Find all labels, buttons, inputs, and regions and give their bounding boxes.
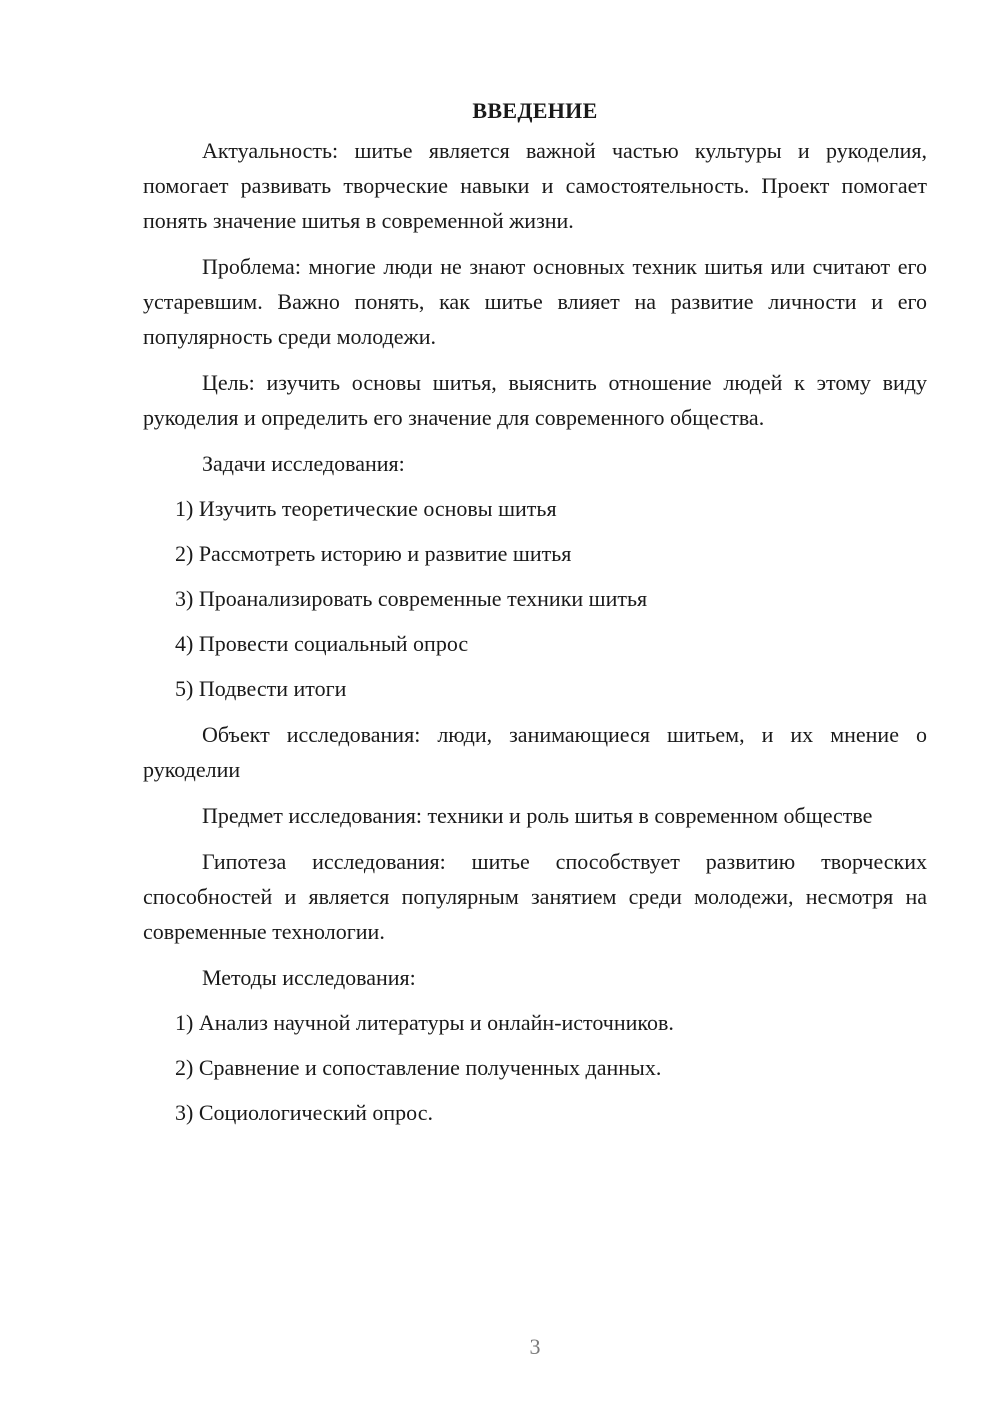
hypothesis-paragraph: Гипотеза исследования: шитье способствует развитию творческих способностей и является популярным занятием среди молодежи, несмотря на современные технологии. bbox=[143, 849, 927, 944]
method-item: 2) Сравнение и сопоставление полученных данных. bbox=[175, 1055, 662, 1080]
task-item: 3) Проанализировать современные техники шитья bbox=[175, 586, 648, 611]
method-item: 1) Анализ научной литературы и онлайн-источников. bbox=[175, 1010, 674, 1035]
method-item: 3) Социологический опрос. bbox=[175, 1100, 433, 1125]
page-number: 3 bbox=[529, 1334, 541, 1359]
problem-paragraph: Проблема: многие люди не знают основных техник шитья или считают его устаревшим. Важно понять, как шитье влияет на развитие личности и его популярность среди молодежи. bbox=[143, 254, 927, 349]
relevance-paragraph: Актуальность: шитье является важной частью культуры и рукоделия, помогает развивать творческие навыки и самостоятельность. Проект помогает понять значение шитья в современной жизни. bbox=[143, 138, 927, 233]
tasks-title: Задачи исследования: bbox=[202, 451, 405, 476]
methods-list bbox=[143, 1005, 927, 1130]
object-paragraph: Объект исследования: люди, занимающиеся шитьем, и их мнение о рукоделии bbox=[143, 722, 927, 782]
task-item: 2) Рассмотреть историю и развитие шитья bbox=[175, 541, 572, 566]
tasks-list bbox=[143, 491, 927, 706]
subject-paragraph: Предмет исследования: техники и роль шитья в современном обществе bbox=[202, 803, 873, 828]
task-item: 5) Подвести итоги bbox=[175, 676, 347, 701]
section-heading: ВВЕДЕНИЕ bbox=[472, 98, 598, 123]
task-item: 1) Изучить теоретические основы шитья bbox=[175, 496, 557, 521]
methods-title: Методы исследования: bbox=[202, 965, 416, 990]
goal-paragraph: Цель: изучить основы шитья, выяснить отношение людей к этому виду рукоделия и определить его значение для современного общества. bbox=[143, 370, 927, 430]
task-item: 4) Провести социальный опрос bbox=[175, 631, 469, 656]
page-content bbox=[143, 93, 927, 1141]
